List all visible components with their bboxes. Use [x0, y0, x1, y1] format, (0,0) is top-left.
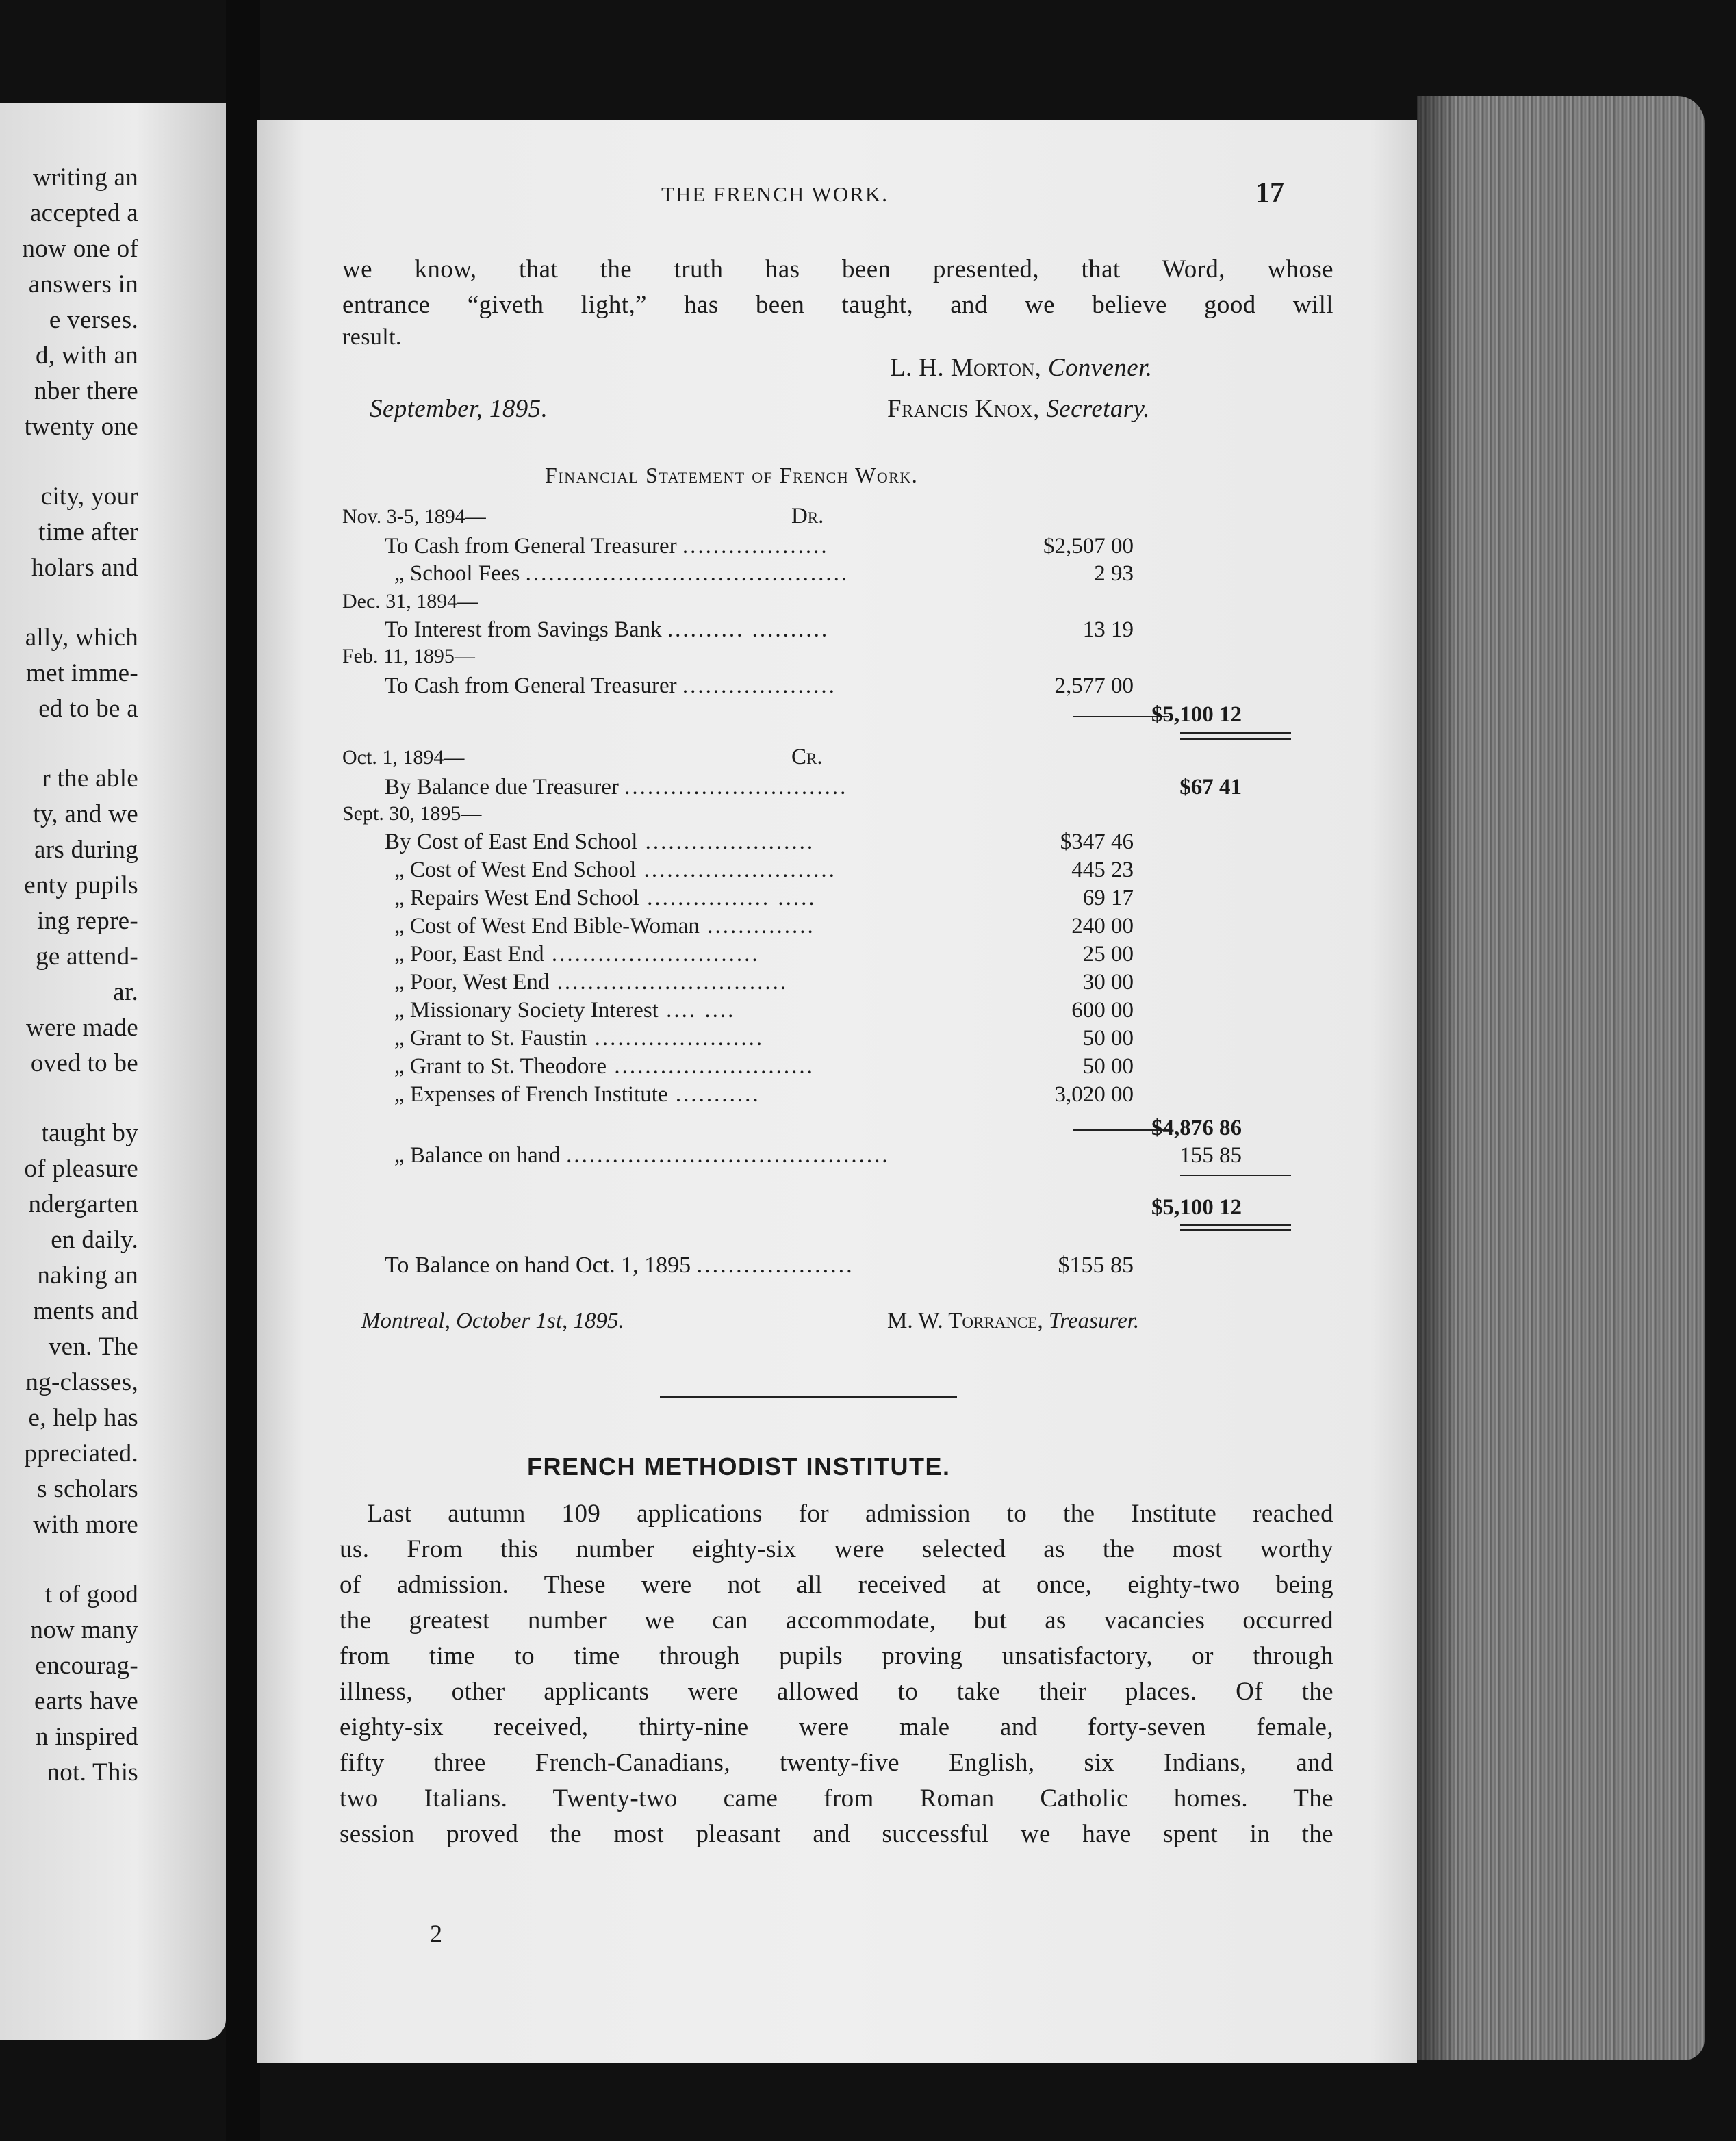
closing-entry: To Balance on hand Oct. 1, 1895 ....................	[385, 1253, 854, 1278]
section-line: us. From this number eighty-six were selected as the most worthy	[340, 1535, 1333, 1563]
dr-entry: „ School Fees ..........................................	[394, 561, 850, 586]
signer-1-role: Convener.	[1047, 354, 1153, 382]
signature-mark: 2	[430, 1920, 442, 1947]
section-line: two Italians. Twenty-two came from Roman Catholic homes. The	[340, 1784, 1333, 1812]
cr-entry: „ Poor, East End ...........................	[394, 942, 760, 966]
section-heading: FRENCH METHODIST INSTITUTE.	[527, 1452, 951, 1480]
facing-page-line: were made	[26, 1014, 138, 1042]
facing-page-line: ge attend-	[36, 943, 138, 971]
cr-total: $5,100 12	[1151, 1195, 1242, 1220]
book-gutter	[226, 0, 260, 2141]
signer-1-name: L. H. Morton,	[890, 354, 1042, 382]
intro-line: we know, that the truth has been presented, that Word, whose	[342, 255, 1333, 283]
cr-label: Cr.	[791, 745, 823, 769]
section-line: of admission. These were not all received at once, eighty-two being	[340, 1571, 1333, 1599]
cr-subtotal: $4,876 86	[1151, 1116, 1242, 1140]
facing-page-line: writing an	[32, 164, 138, 192]
dr-amount: 13 19	[1082, 617, 1134, 642]
facing-page-line: of pleasure	[24, 1155, 138, 1183]
facing-page-line: ments and	[33, 1297, 138, 1325]
cr-entry: „ Missionary Society Interest .... ....	[394, 998, 736, 1023]
facing-page-line: now one of	[22, 235, 138, 263]
facing-page-line: encourag-	[35, 1652, 138, 1680]
report-date: September, 1895.	[370, 395, 548, 423]
cr-amount: 50 00	[1082, 1054, 1134, 1079]
book-edge-shadow	[1417, 96, 1458, 2060]
facing-page-line: s scholars	[37, 1475, 138, 1503]
cr-amount: 50 00	[1082, 1026, 1134, 1051]
section-line: fifty three French-Canadians, twenty-five English, six Indians, and	[340, 1749, 1333, 1777]
cr-amount: $347 46	[1060, 830, 1134, 854]
page	[257, 120, 1417, 2063]
facing-page-line: accepted a	[29, 199, 138, 227]
facing-page-line: ty, and we	[33, 800, 138, 828]
facing-page-line: ally, which	[25, 624, 138, 652]
intro-line: entrance “giveth light,” has been taught, and we believe good will	[342, 291, 1333, 319]
section-divider	[660, 1396, 957, 1398]
cr-entry: „ Cost of West End School .........................	[394, 858, 837, 882]
treasurer-name: M. W. Torrance,	[887, 1309, 1043, 1333]
facing-page-line: ven. The	[48, 1333, 138, 1361]
cr-entry: „ Poor, West End ..............................	[394, 970, 789, 995]
cr-total-rule	[1180, 1175, 1291, 1176]
facing-page-line: d, with an	[36, 342, 138, 370]
cr-amount: 240 00	[1071, 914, 1134, 938]
cr-entry: By Balance due Treasurer .............................	[385, 775, 848, 799]
cr-balance-entry: „ Balance on hand ..........................................	[394, 1143, 890, 1168]
cr-amount: 3,020 00	[1054, 1082, 1134, 1107]
dr-amount: 2 93	[1094, 561, 1134, 586]
dr-date-1: Nov. 3-5, 1894—	[342, 505, 486, 528]
dr-date-2: Dec. 31, 1894—	[342, 590, 478, 613]
facing-page-line: holars and	[31, 554, 138, 582]
facing-page-line: r the able	[42, 765, 138, 793]
dr-total-double-rule	[1180, 732, 1291, 734]
dr-entry: To Cash from General Treasurer ...................	[385, 534, 829, 559]
intro-line: result.	[342, 324, 402, 350]
facing-page-line: ndergarten	[28, 1190, 138, 1218]
cr-entry: „ Cost of West End Bible-Woman ..............	[394, 914, 815, 938]
dr-amount: 2,577 00	[1054, 674, 1134, 698]
dr-total: $5,100 12	[1151, 702, 1242, 727]
section-line: session proved the most pleasant and successful we have spent in the	[340, 1820, 1333, 1848]
treasurer-role: Treasurer.	[1048, 1309, 1140, 1333]
treasurer-signature	[887, 1309, 1139, 1334]
dr-entry: To Interest from Savings Bank .......... ..........	[385, 617, 830, 642]
dr-amount: $2,507 00	[1043, 534, 1134, 559]
book-edge	[1417, 96, 1705, 2060]
cr-entry: „ Expenses of French Institute ...........	[394, 1082, 761, 1107]
cr-amount: 600 00	[1071, 998, 1134, 1023]
facing-page-line: naking an	[37, 1261, 138, 1290]
dr-entry: To Cash from General Treasurer ....................	[385, 674, 837, 698]
section-line: illness, other applicants were allowed to take their places. Of the	[340, 1678, 1333, 1706]
section-line: Last autumn 109 applications for admission to the Institute reached	[367, 1500, 1333, 1528]
cr-total-double-rule	[1180, 1224, 1291, 1226]
cr-amount: 25 00	[1082, 942, 1134, 966]
cr-date-1: Oct. 1, 1894—	[342, 746, 465, 769]
facing-page-line: ing repre-	[37, 907, 138, 935]
cr-entry: By Cost of East End School ......................	[385, 830, 815, 854]
facing-page-line: e verses.	[49, 306, 138, 334]
facing-page-line: met imme-	[25, 659, 138, 687]
facing-page-line: n inspired	[36, 1723, 138, 1751]
facing-page-line: t of good	[44, 1580, 138, 1608]
cr-total-double-rule	[1180, 1229, 1291, 1231]
treasurer-place-date: Montreal, October 1st, 1895.	[361, 1309, 624, 1333]
section-line: from time to time through pupils proving unsatisfactory, or through	[340, 1642, 1333, 1670]
facing-page-line: e, help has	[28, 1404, 138, 1432]
page-number: 17	[1255, 177, 1284, 209]
dr-label: Dr.	[791, 504, 824, 528]
cr-entry: „ Grant to St. Faustin ......................	[394, 1026, 765, 1051]
facing-page-line: ppreciated.	[24, 1439, 138, 1467]
facing-page-line: time after	[38, 518, 138, 546]
signer-2-name: Francis Knox,	[887, 395, 1040, 423]
facing-page-line: en daily.	[51, 1226, 138, 1254]
facing-page-line: ars during	[34, 836, 138, 864]
facing-page-line: taught by	[41, 1119, 138, 1147]
facing-page-line: answers in	[28, 270, 138, 298]
cr-amount: 69 17	[1082, 886, 1134, 910]
cr-amount: 30 00	[1082, 970, 1134, 995]
closing-amount: $155 85	[1058, 1253, 1134, 1278]
dr-date-3: Feb. 11, 1895—	[342, 645, 475, 667]
facing-page-line: enty pupils	[24, 871, 138, 899]
statement-title: Financial Statement of French Work.	[545, 463, 919, 487]
facing-page	[0, 103, 226, 2040]
running-head: THE FRENCH WORK.	[661, 182, 889, 206]
facing-page-line: oved to be	[30, 1049, 138, 1077]
cr-amount: 445 23	[1071, 858, 1134, 882]
facing-page-line: not. This	[47, 1758, 138, 1786]
facing-page-line: twenty one	[24, 413, 138, 441]
dr-total-double-rule	[1180, 738, 1291, 740]
cr-opening-amount: $67 41	[1179, 775, 1242, 799]
facing-page-line: with more	[33, 1511, 138, 1539]
facing-page-line: ed to be a	[38, 695, 138, 723]
signer-1	[890, 353, 1152, 383]
facing-page-line: now many	[30, 1616, 138, 1644]
cr-date-2: Sept. 30, 1895—	[342, 802, 482, 825]
signer-2-role: Secretary.	[1046, 395, 1150, 423]
facing-page-line: city, your	[40, 483, 138, 511]
facing-page-line: ng-classes,	[25, 1368, 138, 1396]
cr-balance-amount: 155 85	[1179, 1143, 1242, 1168]
cr-entry: „ Grant to St. Theodore ..........................	[394, 1054, 815, 1079]
facing-page-line: earts have	[34, 1687, 138, 1715]
facing-page-line: nber there	[34, 377, 138, 405]
section-line: the greatest number we can accommodate, but as vacancies occurred	[340, 1606, 1333, 1634]
section-line: eighty-six received, thirty-nine were male and forty-seven female,	[340, 1713, 1333, 1741]
signer-2	[887, 394, 1150, 424]
facing-page-line: ar.	[113, 978, 138, 1006]
cr-entry: „ Repairs West End School ................ .....	[394, 886, 817, 910]
